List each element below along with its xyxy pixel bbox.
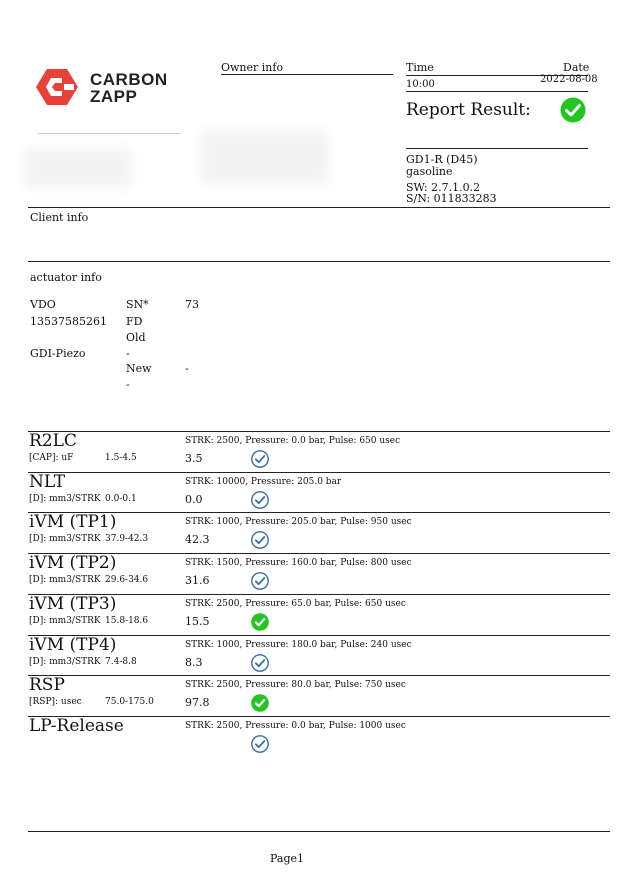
test-value: 31.6 xyxy=(185,574,210,588)
client-info-label: Client info xyxy=(30,211,89,224)
device-fuel: gasoline xyxy=(406,165,453,178)
test-pass-blue-icon xyxy=(251,450,269,468)
date-value: 2022-08-08 xyxy=(540,74,598,85)
owner-info-rule xyxy=(221,74,393,75)
test-row xyxy=(0,594,630,635)
test-pass-blue-icon xyxy=(251,735,269,753)
actuator-old-label: Old xyxy=(126,331,146,344)
test-range: 37.9-42.3 xyxy=(105,534,149,545)
test-range: 0.0-0.1 xyxy=(105,493,137,504)
footer-rule xyxy=(28,831,610,832)
test-name: NLT xyxy=(29,471,66,492)
test-conditions: STRK: 2500, Pressure: 0.0 bar, Pulse: 1000 usec xyxy=(185,720,406,731)
client-info-rule xyxy=(28,261,610,262)
test-conditions: STRK: 1000, Pressure: 205.0 bar, Pulse: 950 usec xyxy=(185,517,412,528)
actuator-part-number: 13537585261 xyxy=(30,315,107,328)
device-sw: SW: 2.7.1.0.2 xyxy=(406,181,481,194)
test-row xyxy=(0,553,630,594)
test-unit: [D]: mm3/STRK xyxy=(29,534,101,545)
actuator-old-value: - xyxy=(126,347,130,360)
device-model: GD1-R (D45) xyxy=(406,153,478,166)
test-row xyxy=(0,635,630,676)
test-unit: [D]: mm3/STRK xyxy=(29,575,101,586)
test-pass-blue-icon xyxy=(251,654,269,672)
test-unit: [D]: mm3/STRK xyxy=(29,656,101,667)
test-row xyxy=(0,716,630,757)
test-value: 3.5 xyxy=(185,452,203,465)
test-conditions: STRK: 1500, Pressure: 160.0 bar, Pulse: 800 usec xyxy=(185,558,412,569)
test-name: LP-Release xyxy=(29,715,124,736)
brand-logo xyxy=(36,67,176,107)
date-label: Date xyxy=(563,61,590,74)
test-name: RSP xyxy=(29,675,65,696)
test-name: R2LC xyxy=(29,431,77,451)
actuator-new-label: New xyxy=(126,362,152,375)
test-conditions: STRK: 2500, Pressure: 80.0 bar, Pulse: 750 usec xyxy=(185,680,406,691)
test-range: 75.0-175.0 xyxy=(105,697,154,708)
test-row-rule xyxy=(28,675,610,676)
test-conditions: STRK: 2500, Pressure: 65.0 bar, Pulse: 650 usec xyxy=(185,598,406,609)
test-name: iVM (TP4) xyxy=(29,634,117,655)
carbon-zapp-logo-icon xyxy=(36,67,80,107)
test-value: 97.8 xyxy=(185,696,210,710)
device-sn: S/N: 011833283 xyxy=(406,192,497,205)
test-pass-green-icon xyxy=(251,613,269,631)
test-unit: [CAP]: uF xyxy=(29,453,74,463)
actuator-new-extra: - xyxy=(126,378,130,391)
test-row-rule xyxy=(28,431,610,432)
page-number: Page1 xyxy=(270,852,305,865)
actuator-type: GDI-Piezo xyxy=(30,347,86,360)
test-value: 0.0 xyxy=(185,492,203,506)
redacted-owner-details xyxy=(200,130,330,185)
brand-name-line1: CARBON xyxy=(90,70,168,89)
redacted-owner-address xyxy=(22,148,132,188)
test-unit: [RSP]: usec xyxy=(29,697,82,708)
test-value: 8.3 xyxy=(185,655,203,669)
actuator-sn-value: 73 xyxy=(185,298,199,311)
actuator-fd-label: FD xyxy=(126,315,143,328)
test-range: 29.6-34.6 xyxy=(105,575,149,586)
report-result-rule xyxy=(406,148,588,149)
actuator-sn-label: SN* xyxy=(126,298,149,311)
test-range: 1.5-4.5 xyxy=(105,453,137,463)
test-value: 15.5 xyxy=(185,614,210,628)
actuator-brand: VDO xyxy=(30,298,56,311)
test-range: 7.4-8.8 xyxy=(105,656,137,667)
actuator-new-value: - xyxy=(185,362,189,375)
test-row xyxy=(0,512,630,553)
report-result-label: Report Result: xyxy=(406,100,531,120)
owner-info-label: Owner info xyxy=(221,61,284,74)
test-pass-blue-icon xyxy=(251,531,269,549)
test-value: 42.3 xyxy=(185,533,210,547)
test-unit: [D]: mm3/STRK xyxy=(29,615,101,626)
test-range: 15.8-18.6 xyxy=(105,615,149,626)
test-unit: [D]: mm3/STRK xyxy=(29,493,101,504)
time-label: Time xyxy=(406,61,434,74)
header-bottom-rule xyxy=(28,207,610,208)
report-result-pass-icon xyxy=(560,97,586,123)
logo-underline xyxy=(38,133,180,134)
test-row-rule xyxy=(28,472,610,473)
test-name: iVM (TP1) xyxy=(29,512,117,533)
brand-name-line2: ZAPP xyxy=(90,87,138,106)
test-conditions: STRK: 2500, Pressure: 0.0 bar, Pulse: 650 usec xyxy=(185,436,401,446)
test-row xyxy=(0,675,630,716)
test-pass-blue-icon xyxy=(251,572,269,590)
time-value: 10:00 xyxy=(406,79,435,90)
test-name: iVM (TP3) xyxy=(29,593,117,614)
time-value-rule xyxy=(406,91,588,92)
test-conditions: STRK: 10000, Pressure: 205.0 bar xyxy=(185,476,342,487)
test-name: iVM (TP2) xyxy=(29,553,117,574)
test-pass-green-icon xyxy=(251,694,269,712)
actuator-info-label: actuator info xyxy=(30,271,102,284)
test-row xyxy=(0,472,630,513)
test-conditions: STRK: 1000, Pressure: 180.0 bar, Pulse: 240 usec xyxy=(185,639,412,650)
test-pass-blue-icon xyxy=(251,491,269,509)
test-row xyxy=(0,431,630,472)
